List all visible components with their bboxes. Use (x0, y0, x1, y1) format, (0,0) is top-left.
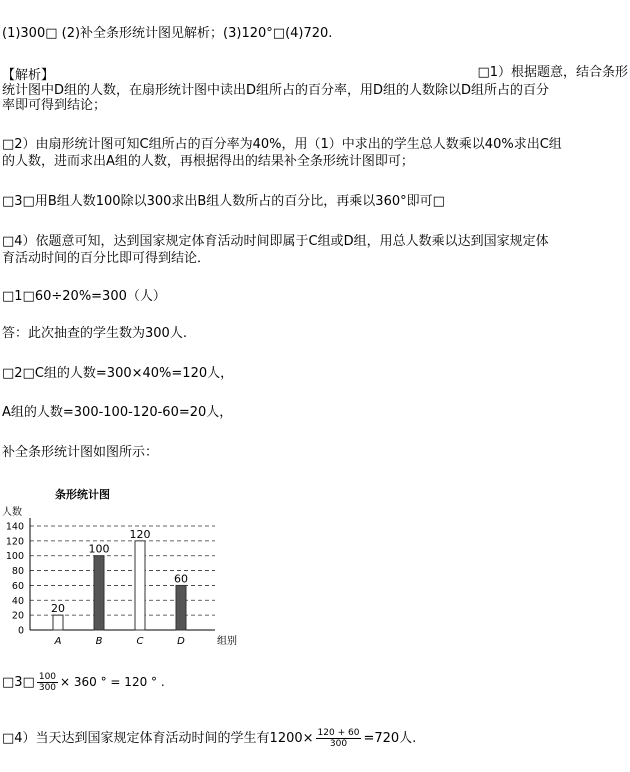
solution-2-a-group: A组的人数=300-100-120-60=20人， (2, 405, 233, 420)
analysis-p1-line3: 率即可得到结论； (2, 98, 107, 113)
y-tick-label: 0 (17, 625, 24, 637)
bar-chart (0, 480, 260, 655)
fraction-denominator: 300 (38, 683, 57, 693)
solution-4 (2, 728, 416, 749)
y-tick-label: 60 (11, 580, 24, 592)
solution-2-chart-intro: 补全条形统计图如图所示： (2, 445, 159, 460)
fraction-denominator: 300 (329, 739, 348, 749)
chart-title: 条形统计图 (55, 488, 110, 501)
x-tick-label: A (54, 636, 62, 647)
analysis-p1-line2: 统计图中D组的人数，在扇形统计图中读出D组所占的百分率，用D组的人数除以D组所占的百分 (2, 83, 550, 98)
y-tick-label: 120 (5, 536, 24, 548)
x-tick-label: D (177, 636, 185, 647)
y-axis-label: 人数 (2, 507, 22, 518)
y-tick-label: 140 (5, 521, 24, 533)
fraction-100-300 (37, 672, 58, 693)
bar-A (53, 615, 63, 630)
bar-chart-svg (0, 480, 260, 655)
analysis-p4-line1: □4）依题意可知，达到国家规定体育活动时间即属于C组或D组，用总人数乘以达到国家规定体 (2, 234, 549, 249)
bar-B (94, 556, 104, 630)
answer-line: (1)300□ (2)补全条形统计图见解析；(3)120°□(4)720. (2, 26, 333, 41)
solution-2: □2□C组的人数=300×40%=120人， (2, 366, 234, 381)
solution-3 (2, 672, 165, 693)
analysis-p2-line2: 的人数，进而求出A组的人数，再根据得出的结果补全条形统计图即可； (2, 154, 414, 169)
solution-4-prefix: □4）当天达到国家规定体育活动时间的学生有1200× (2, 731, 314, 746)
y-tick-label: 40 (11, 595, 24, 607)
x-tick-label: B (95, 636, 103, 647)
analysis-header: 【解析】 (2, 68, 55, 83)
solution-1-answer: 答：此次抽查的学生数为300人. (2, 326, 187, 341)
solution-4-suffix: =720人. (363, 731, 417, 746)
y-tick-label: 20 (11, 610, 24, 622)
solution-3-suffix: × 360 ° = 120 ° . (60, 675, 165, 689)
y-tick-label: 100 (5, 551, 24, 563)
bar-value-label: 120 (129, 527, 151, 541)
analysis-p1-start: □1）根据题意，结合条形 (477, 65, 628, 80)
analysis-p2-line1: □2）由扇形统计图可知C组所占的百分率为40%，用（1）中求出的学生总人数乘以40%求出C组 (2, 137, 562, 152)
bar-value-label: 100 (88, 542, 110, 556)
analysis-p4-line2: 育活动时间的百分比即可得到结论． (2, 251, 211, 266)
x-tick-label: C (136, 636, 144, 647)
analysis-p3: □3□用B组人数100除以300求出B组人数所占的百分比，再乘以360°即可□ (2, 194, 445, 209)
bar-value-label: 20 (51, 602, 65, 616)
bar-C (135, 541, 145, 630)
fraction-numerator: 100 (38, 672, 57, 682)
solution-3-prefix: □3□ (2, 675, 35, 690)
solution-1: □1□60÷20%=300（人） (2, 289, 166, 304)
bar-D (176, 585, 186, 630)
y-tick-label: 80 (11, 566, 24, 578)
fraction-numerator: 120 + 60 (317, 728, 360, 738)
fraction-180-300 (316, 728, 362, 749)
x-axis-label: 组别 (217, 636, 237, 647)
bar-value-label: 60 (174, 572, 188, 586)
